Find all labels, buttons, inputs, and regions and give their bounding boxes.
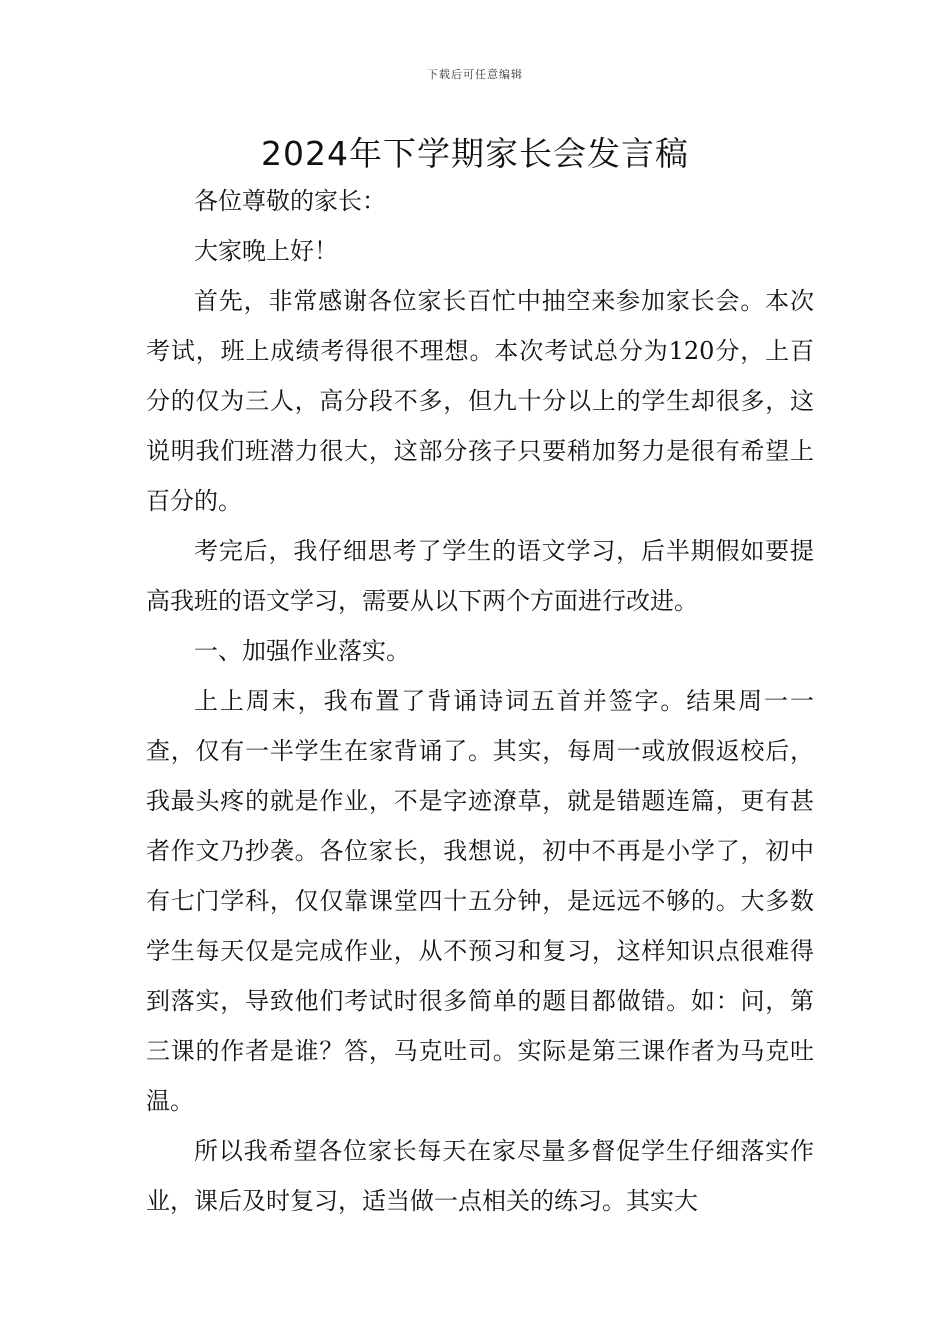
paragraph-homework: 上上周末，我布置了背诵诗词五首并签字。结果周一一查，仅有一半学生在家背诵了。其实，每周一或放假返校后，我最头疼的就是作业，不是字迹潦草，就是错题连篇，更有甚者作文乃抄袭。各位家长，我想说，初中不再是小学了，初中有七门学科，仅仅靠课堂四十五分钟，是远远不够的。大多数学生每天仅是完成作业，从不预习和复习，这样知识点很难得到落实，导致他们考试时很多简单的题目都做错。如：问，第三课的作者是谁？答，马克吐司。实际是第三课作者为马克吐温。 xyxy=(146,687,814,1115)
paragraph-reflection: 考完后，我仔细思考了学生的语文学习，后半期假如要提高我班的语文学习，需要从以下两个方面进行改进。 xyxy=(146,537,814,615)
header-note: 下载后可任意编辑 xyxy=(427,68,523,81)
paragraph-thanks: 首先，非常感谢各位家长百忙中抽空来参加家长会。本次考试，班上成绩考得很不理想。本次考试总分为120分，上百分的仅为三人，高分段不多，但九十分以上的学生却很多，这说明我们班潜力很大，这部分孩子只要稍加努力是很有希望上百分的。 xyxy=(146,287,814,515)
paragraph-salutation: 各位尊敬的家长： xyxy=(194,187,386,215)
paragraph-request: 所以我希望各位家长每天在家尽量多督促学生仔细落实作业，课后及时复习，适当做一点相关的练习。其实大 xyxy=(146,1137,814,1215)
document-body xyxy=(146,176,814,1226)
document-title: 2024年下学期家长会发言稿 xyxy=(261,134,689,173)
paragraph-section-heading: 一、加强作业落实。 xyxy=(194,637,410,665)
paragraph-greeting: 大家晚上好！ xyxy=(194,237,338,265)
